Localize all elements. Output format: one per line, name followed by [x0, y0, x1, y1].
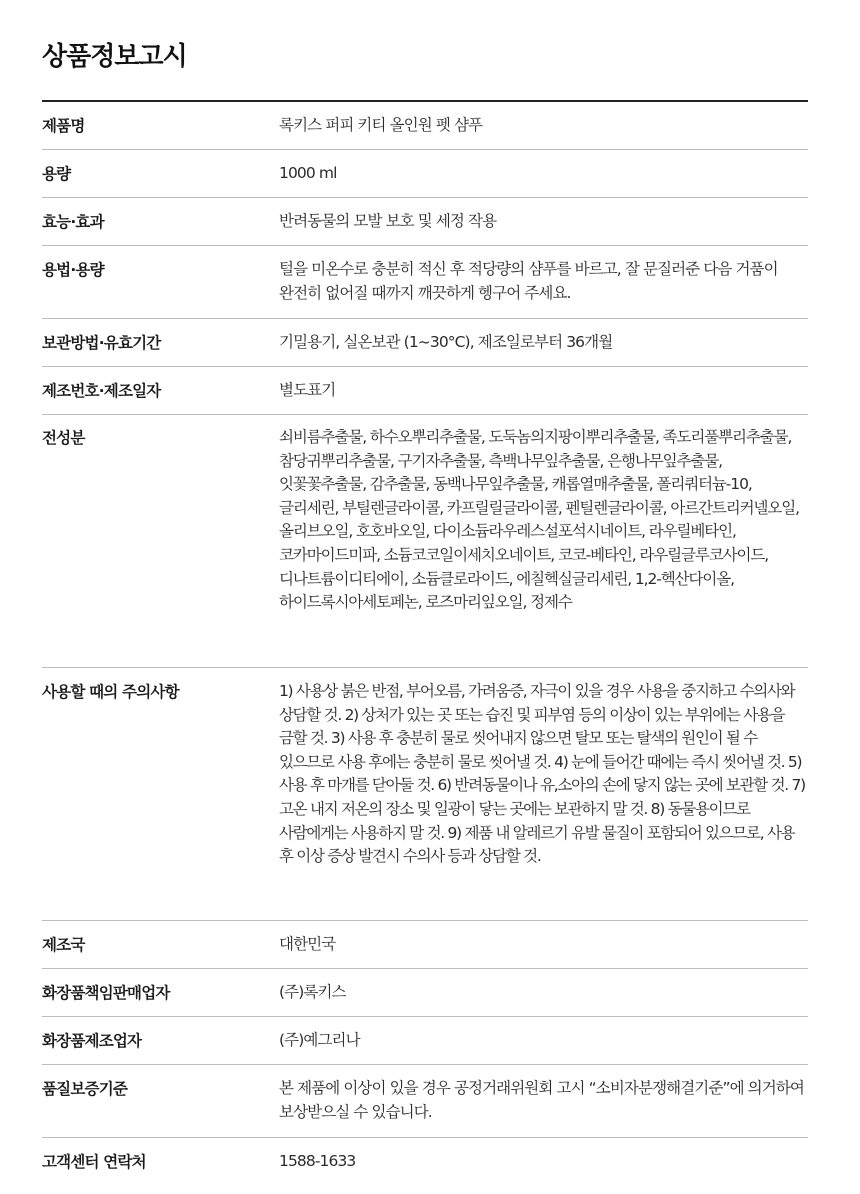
row-label: 보관방법·유효기간	[42, 334, 161, 352]
info-row-country	[42, 921, 808, 969]
info-row-product-name	[42, 102, 808, 150]
info-row-storage	[42, 319, 808, 367]
info-row-distributor	[42, 969, 808, 1017]
row-label: 화장품책임판매업자	[42, 984, 170, 1002]
row-value: 1) 사용상 붉은 반점, 부어오름, 가려움증, 자극이 있을 경우 사용을 중지하고 수의사와 상담할 것. 2) 상처가 있는 곳 또는 습진 및 피부염 등의 이상이 있는 부위에는 사용을 금할 것. 3) 사용 후 충분히 물로 씻어내지 않으면 탈모 또는 탈색의 원인이 될 수 있으므로 사용 후에는 충분히 물로 씻어낼 것. 4) 눈에 들어간 때에는 즉시 씻어낼 것. 5) 사용 후 마개를 닫아둘 것. 6) 반려동물이나 유,소아의 손에 닿지 않는 곳에 보관할 것. 7) 고온 내지 저온의 장소 및 일광이 닿는 곳에는 보관하지 말 것. 8) 동물용이므로 사람에게는 사용하지 말 것. 9) 제품 내 알레르기 유발 물질이 포함되어 있으므로, 사용 후 이상 증상 발견시 수의사 등과 상담할 것.	[279, 682, 805, 866]
row-label: 품질보증기준	[42, 1080, 128, 1098]
info-row-volume	[42, 150, 808, 198]
row-value: 쇠비름추출물, 하수오뿌리추출물, 도둑놈의지팡이뿌리추출물, 족도리풀뿌리추출물, 참당귀뿌리추출물, 구기자추출물, 측백나무잎추출물, 은행나무잎추출물, 잇꽃꽃추출물, 감추출물, 동백나무잎추출물, 캐롭열매추출물, 폴리쿼터늄-10, 글리세린, 부틸렌글라이콜, 카프릴릴글라이콜, 펜틸렌글라이콜, 아르간트리커넬오일, 올리브오일, 호호바오일, 다이소듐라우레스설포석시네이트, 라우릴베타인, 코카마이드미파, 소듐코코일이세치오네이트, 코코-베타인, 라우릴글루코사이드, 디나트륨이디티에이, 소듐클로라이드, 에칠헥실글리세린, 1,2-헥산다이올, 하이드록시아세토페논, 로즈마리잎오일, 정제수	[279, 428, 800, 612]
info-row-quality-standard	[42, 1065, 808, 1138]
row-value: 본 제품에 이상이 있을 경우 공정거래위원회 고시 “소비자분쟁해결기준”에 의거하여 보상받으실 수 있습니다.	[279, 1079, 804, 1121]
row-label: 고객센터 연락처	[42, 1153, 146, 1171]
row-label: 용량	[42, 165, 71, 183]
info-row-efficacy	[42, 198, 808, 246]
row-label: 전성분	[42, 429, 85, 447]
row-value: 록키스 퍼피 키티 올인원 펫 샴푸	[279, 116, 483, 134]
info-table	[42, 100, 808, 1186]
info-row-customer-center	[42, 1138, 808, 1186]
info-row-manufacturer	[42, 1017, 808, 1065]
row-label: 제품명	[42, 117, 85, 135]
row-value: 별도표기	[279, 381, 336, 399]
row-value: (주)록키스	[279, 983, 346, 1001]
row-label: 사용할 때의 주의사항	[42, 683, 179, 701]
info-row-lot-number	[42, 367, 808, 415]
info-row-ingredients	[42, 415, 808, 668]
row-value: 기밀용기, 실온보관 (1~30°C), 제조일로부터 36개월	[279, 333, 613, 351]
page-title: 상품정보고시	[42, 42, 187, 72]
row-label: 제조국	[42, 936, 85, 954]
row-value: 대한민국	[279, 935, 336, 953]
row-value: 1588-1633	[279, 1152, 356, 1170]
info-row-usage	[42, 246, 808, 319]
row-label: 제조번호·제조일자	[42, 382, 161, 400]
row-label: 화장품제조업자	[42, 1032, 142, 1050]
row-value: 털을 미온수로 충분히 적신 후 적당량의 샴푸를 바르고, 잘 문질러준 다음 거품이 완전히 없어질 때까지 깨끗하게 헹구어 주세요.	[279, 260, 778, 302]
row-label: 용법·용량	[42, 261, 104, 279]
row-label: 효능·효과	[42, 213, 104, 231]
row-value: 반려동물의 모발 보호 및 세정 작용	[279, 212, 497, 230]
row-value: (주)예그리나	[279, 1031, 360, 1049]
info-row-cautions	[42, 668, 808, 921]
row-value: 1000 ml	[279, 164, 337, 182]
